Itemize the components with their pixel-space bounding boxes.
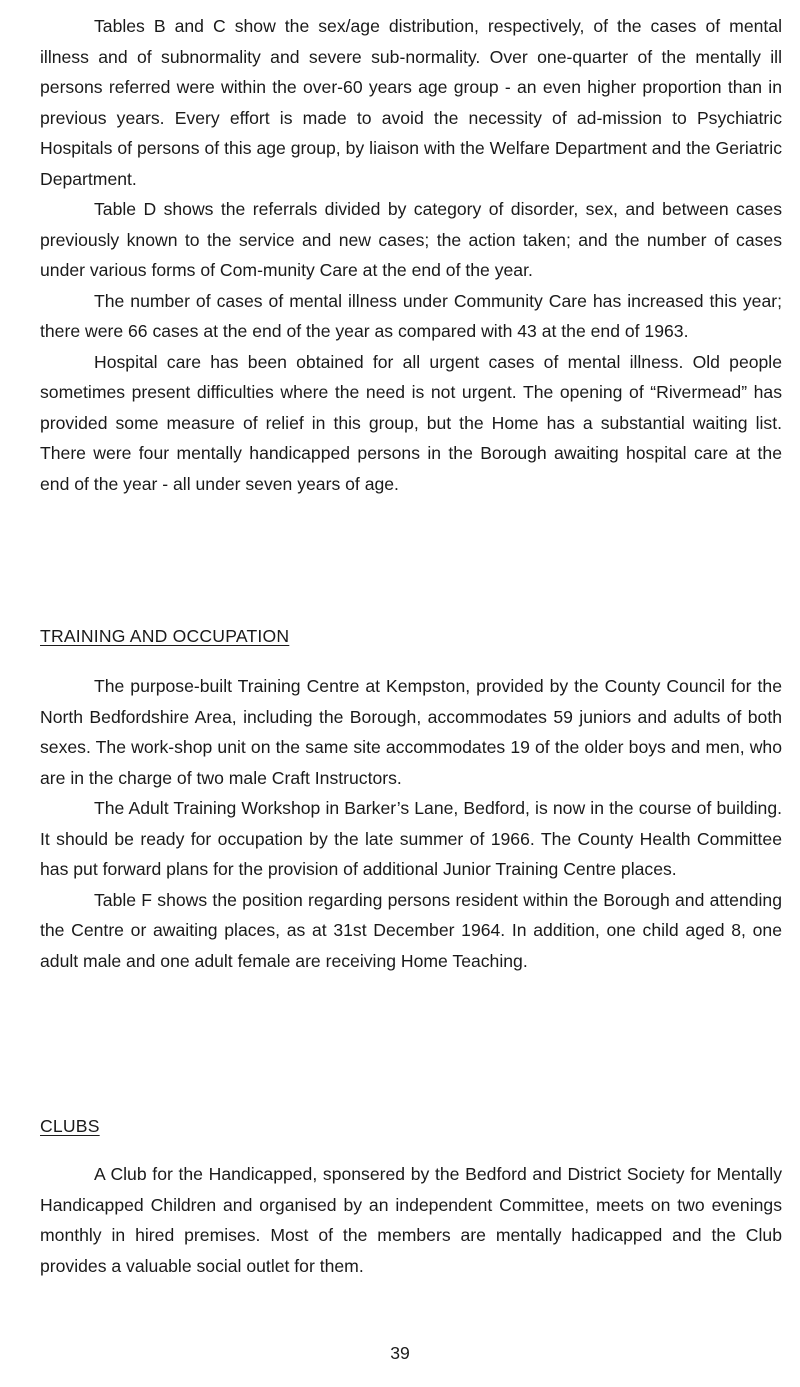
- page-number: 39: [390, 1343, 410, 1363]
- intro-section: [40, 11, 782, 499]
- intro-paragraph-1: Tables B and C show the sex/age distribution, respectively, of the cases of mental illness and of subnormality and severe sub-normality. Over one-quarter of the mentally ill persons referred were within the over-60 years age group - an even higher proportion than in previous years. Every effort is made to avoid the necessity of ad-mission to Psychiatric Hospitals of persons of this age group, by liaison with the Welfare Department and the Geriatric Department.: [40, 16, 782, 189]
- training-paragraph-2: The Adult Training Workshop in Barker’s Lane, Bedford, is now in the course of building. It should be ready for occupation by the late summer of 1966. The County Health Committee has put forward plans for the provision of additional Junior Training Centre places.: [40, 798, 782, 879]
- clubs-heading: CLUBS: [40, 1116, 100, 1136]
- intro-paragraph-3: The number of cases of mental illness under Community Care has increased this year; there were 66 cases at the end of the year as compared with 43 at the end of 1963.: [40, 290, 782, 341]
- clubs-section: [40, 1159, 782, 1281]
- intro-paragraph-2: Table D shows the referrals divided by category of disorder, sex, and between cases previously known to the service and new cases; the action taken; and the number of cases under various forms of Com-munity Care at the end of the year.: [40, 199, 782, 280]
- training-paragraph-1: The purpose-built Training Centre at Kempston, provided by the County Council for the North Bedfordshire Area, including the Borough, accommodates 59 juniors and adults of both sexes. The work-shop unit on the same site accommodates 19 of the older boys and men, who are in the charge of two male Craft Instructors.: [40, 676, 782, 788]
- training-heading: TRAINING AND OCCUPATION: [40, 626, 290, 646]
- training-paragraph-3: Table F shows the position regarding persons resident within the Borough and attending the Centre or awaiting places, as at 31st December 1964. In addition, one child aged 8, one adult male and one adult female are receiving Home Teaching.: [40, 889, 782, 971]
- intro-paragraph-4: Hospital care has been obtained for all urgent cases of mental illness. Old people sometimes present difficulties where the need is not urgent. The opening of “Rivermead” has provided some measure of relief in this group, but the Home has a substantial waiting list. There were four mentally handicapped persons in the Borough awaiting hospital care at the end of the year - all under seven years of age.: [40, 351, 782, 494]
- training-section: [40, 671, 782, 976]
- clubs-paragraph-1: A Club for the Handicapped, sponsered by the Bedford and District Society for Mentally Handicapped Children and organised by an independent Committee, meets on two evenings monthly in hired premises. Most of the members are mentally hadicapped and the Club provides a valuable social outlet for them.: [40, 1164, 782, 1276]
